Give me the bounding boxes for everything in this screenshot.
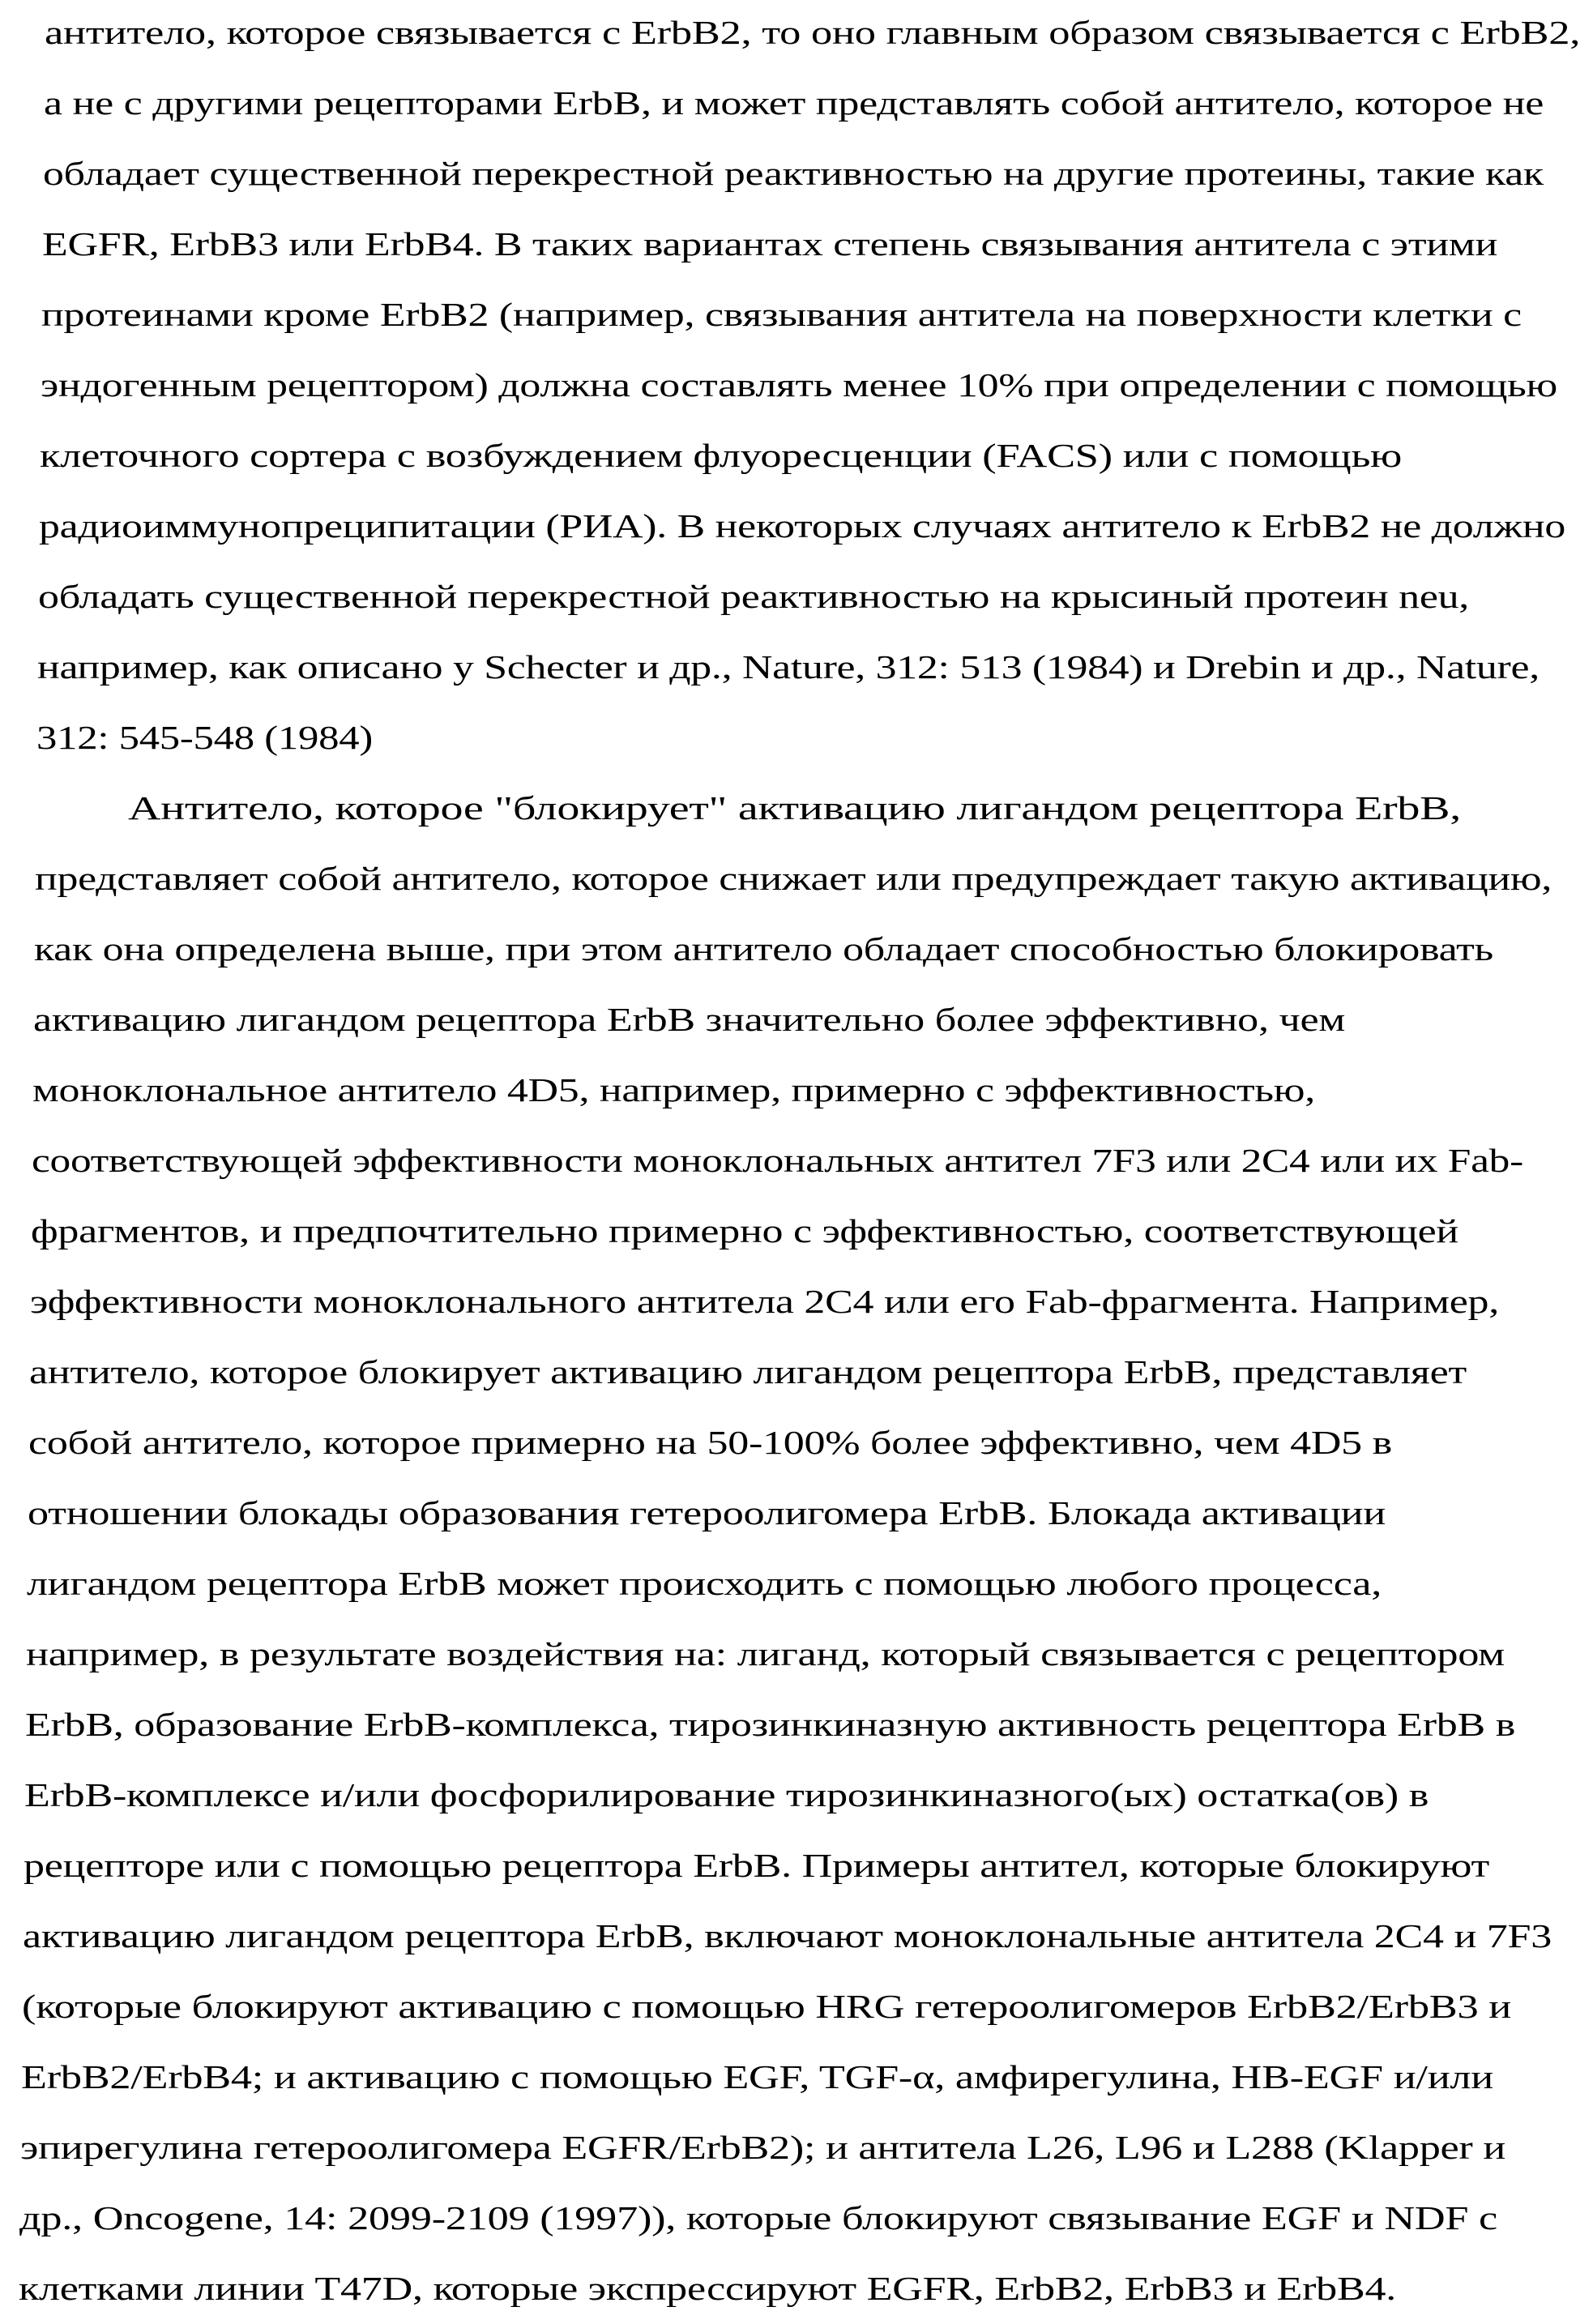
text-line: радиоиммунопреципитации (РИА). В некоторых случаях антитело к ErbB2 не должно (39, 507, 1565, 545)
text-line: др., Oncogene, 14: 2099-2109 (1997)), которые блокируют связывание EGF и NDF с (19, 2199, 1497, 2236)
text-line: ErbB, образование ErbB-комплекса, тирозинкиназную активность рецептора ErbB в (25, 1706, 1516, 1743)
text-line: лигандом рецептора ErbB может происходить с помощью любого процесса, (27, 1565, 1382, 1602)
text-line: эндогенным рецептором) должна составлять менее 10% при определении с помощью (41, 366, 1558, 404)
text-line: отношении блокады образования гетероолигомера ErbB. Блокада активации (28, 1494, 1386, 1532)
text-line: активацию лигандом рецептора ErbB значительно более эффективно, чем (33, 1001, 1346, 1038)
text-line: клеточного сортера с возбуждением флуоресценции (FACS) или с помощью (40, 437, 1402, 474)
text-line: например, как описано у Schecter и др., Nature, 312: 513 (1984) и Drebin и др., Nature, (37, 648, 1540, 686)
text-line: протеинами кроме ErbB2 (например, связывания антитела на поверхности клетки с (41, 296, 1522, 333)
text-line-indented: Антитело, которое "блокирует" активацию лигандом рецептора ErbB, (128, 789, 1461, 827)
text-line: например, в результате воздействия на: лиганд, который связывается с рецептором (26, 1635, 1505, 1673)
text-line: обладать существенной перекрестной реактивностью на крысиный протеин neu, (38, 578, 1470, 615)
text-line: антитело, которое блокирует активацию лигандом рецептора ErbB, представляет (29, 1353, 1467, 1391)
text-line: эпирегулина гетероолигомера EGFR/ErbB2); и антитела L26, L96 и L288 (Klapper и (20, 2129, 1505, 2166)
text-line: соответствующей эффективности моноклональных антител 7F3 или 2C4 или их Fab- (32, 1142, 1523, 1179)
text-line: (которые блокируют активацию с помощью HRG гетероолигомеров ErbB2/ErbB3 и (22, 1988, 1512, 2025)
text-line: представляет собой антитело, которое снижает или предупреждает такую активацию, (35, 860, 1552, 897)
text-line: как она определена выше, при этом антитело обладает способностью блокировать (34, 930, 1493, 968)
text-line: а не с другими рецепторами ErbB, и может представлять собой антитело, которое не (44, 84, 1544, 122)
text-line: эффективности моноклонального антитела 2C4 или его Fab-фрагмента. Например, (30, 1283, 1500, 1320)
text-line: рецепторе или с помощью рецептора ErbB. Примеры антител, которые блокируют (23, 1847, 1489, 1884)
text-line: фрагментов, и предпочтительно примерно с эффективностью, соответствующей (31, 1212, 1458, 1250)
text-line: обладает существенной перекрестной реактивностью на другие протеины, такие как (43, 155, 1544, 192)
text-line: ErbB-комплексе и/или фосфорилирование тирозинкиназного(ых) остатка(ов) в (24, 1776, 1429, 1813)
text-line: 312: 545-548 (1984) (36, 719, 373, 756)
text-line: EGFR, ErbB3 или ErbB4. В таких вариантах степень связывания антитела с этими (42, 225, 1498, 263)
text-line: ErbB2/ErbB4; и активацию с помощью EGF, TGF-α, амфирегулина, HB-EGF и/или (21, 2058, 1494, 2095)
text-line: активацию лигандом рецептора ErbB, включают моноклональные антитела 2C4 и 7F3 (23, 1917, 1552, 1954)
text-line: антитело, которое связывается с ErbB2, то оно главным образом связывается с ErbB2, (45, 14, 1581, 51)
text-line: клетками линии T47D, которые экспрессируют EGFR, ErbB2, ErbB3 и ErbB4. (19, 2270, 1397, 2307)
text-line: моноклональное антитело 4D5, например, примерно с эффективностью, (32, 1071, 1315, 1109)
text-line: собой антитело, которое примерно на 50-100% более эффективно, чем 4D5 в (28, 1424, 1392, 1461)
